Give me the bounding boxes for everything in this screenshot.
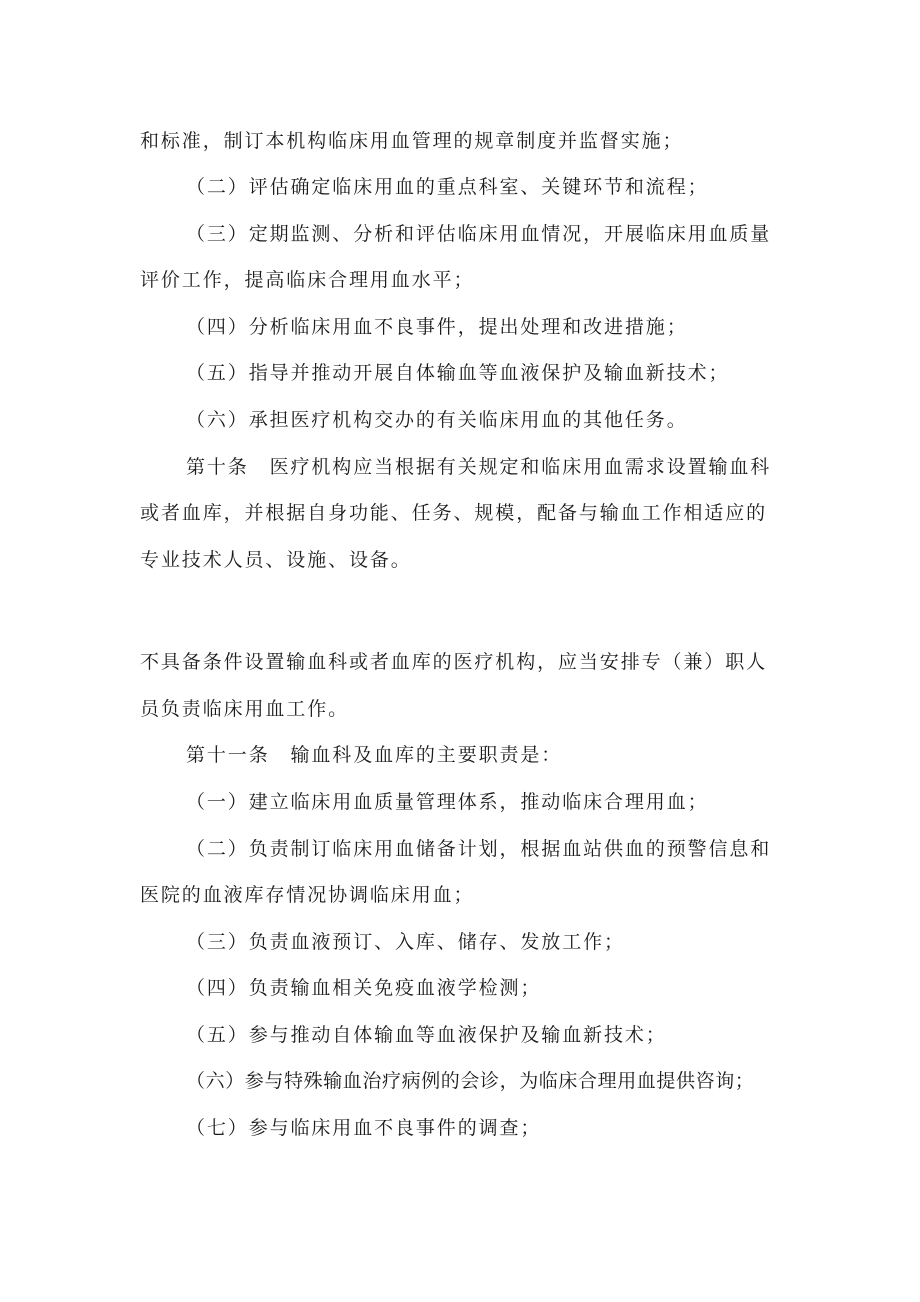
text-line: （四）负责输血相关免疫血液学检测； (186, 977, 542, 999)
text-line: （五）指导并推动开展自体输血等血液保护及输血新技术； (186, 362, 730, 384)
article-heading-line: 第十条 医疗机构应当根据有关规定和临床用血需求设置输血科 (186, 456, 772, 478)
text-line: 专业技术人员、设施、设备。 (140, 549, 412, 571)
text-line: （四）分析临床用血不良事件，提出处理和改进措施； (186, 316, 688, 338)
text-line: （二）评估确定临床用血的重点科室、关键环节和流程； (186, 176, 709, 198)
text-line: （六）承担医疗机构交办的有关临床用血的其他任务。 (186, 409, 688, 431)
text-line: 不具备条件设置输血科或者血库的医疗机构，应当安排专（兼）职人 (140, 651, 768, 673)
text-line: 员负责临床用血工作。 (140, 698, 350, 720)
text-line: 和标准，制订本机构临床用血管理的规章制度并监督实施； (140, 130, 684, 152)
text-line: （三）负责血液预订、入库、储存、发放工作； (186, 931, 625, 953)
text-line: 评价工作，提高临床合理用血水平； (140, 269, 475, 291)
text-line: （一）建立临床用血质量管理体系，推动临床合理用血； (186, 791, 709, 813)
article-heading-line: 第十一条 输血科及血库的主要职责是： (186, 744, 563, 766)
text-line: （五）参与推动自体输血等血液保护及输血新技术； (186, 1024, 667, 1046)
text-line: 或者血库，并根据自身功能、任务、规模，配备与输血工作相适应的 (140, 502, 768, 524)
text-line: （三）定期监测、分析和评估临床用血情况，开展临床用血质量 (186, 223, 772, 245)
text-line: （七）参与临床用血不良事件的调查； (186, 1117, 542, 1139)
text-line: 医院的血液库存情况协调临床用血； (140, 884, 475, 906)
text-line: （六）参与特殊输血治疗病例的会诊，为临床合理用血提供咨询； (186, 1070, 755, 1092)
text-line: （二）负责制订临床用血储备计划，根据血站供血的预警信息和 (186, 838, 772, 860)
